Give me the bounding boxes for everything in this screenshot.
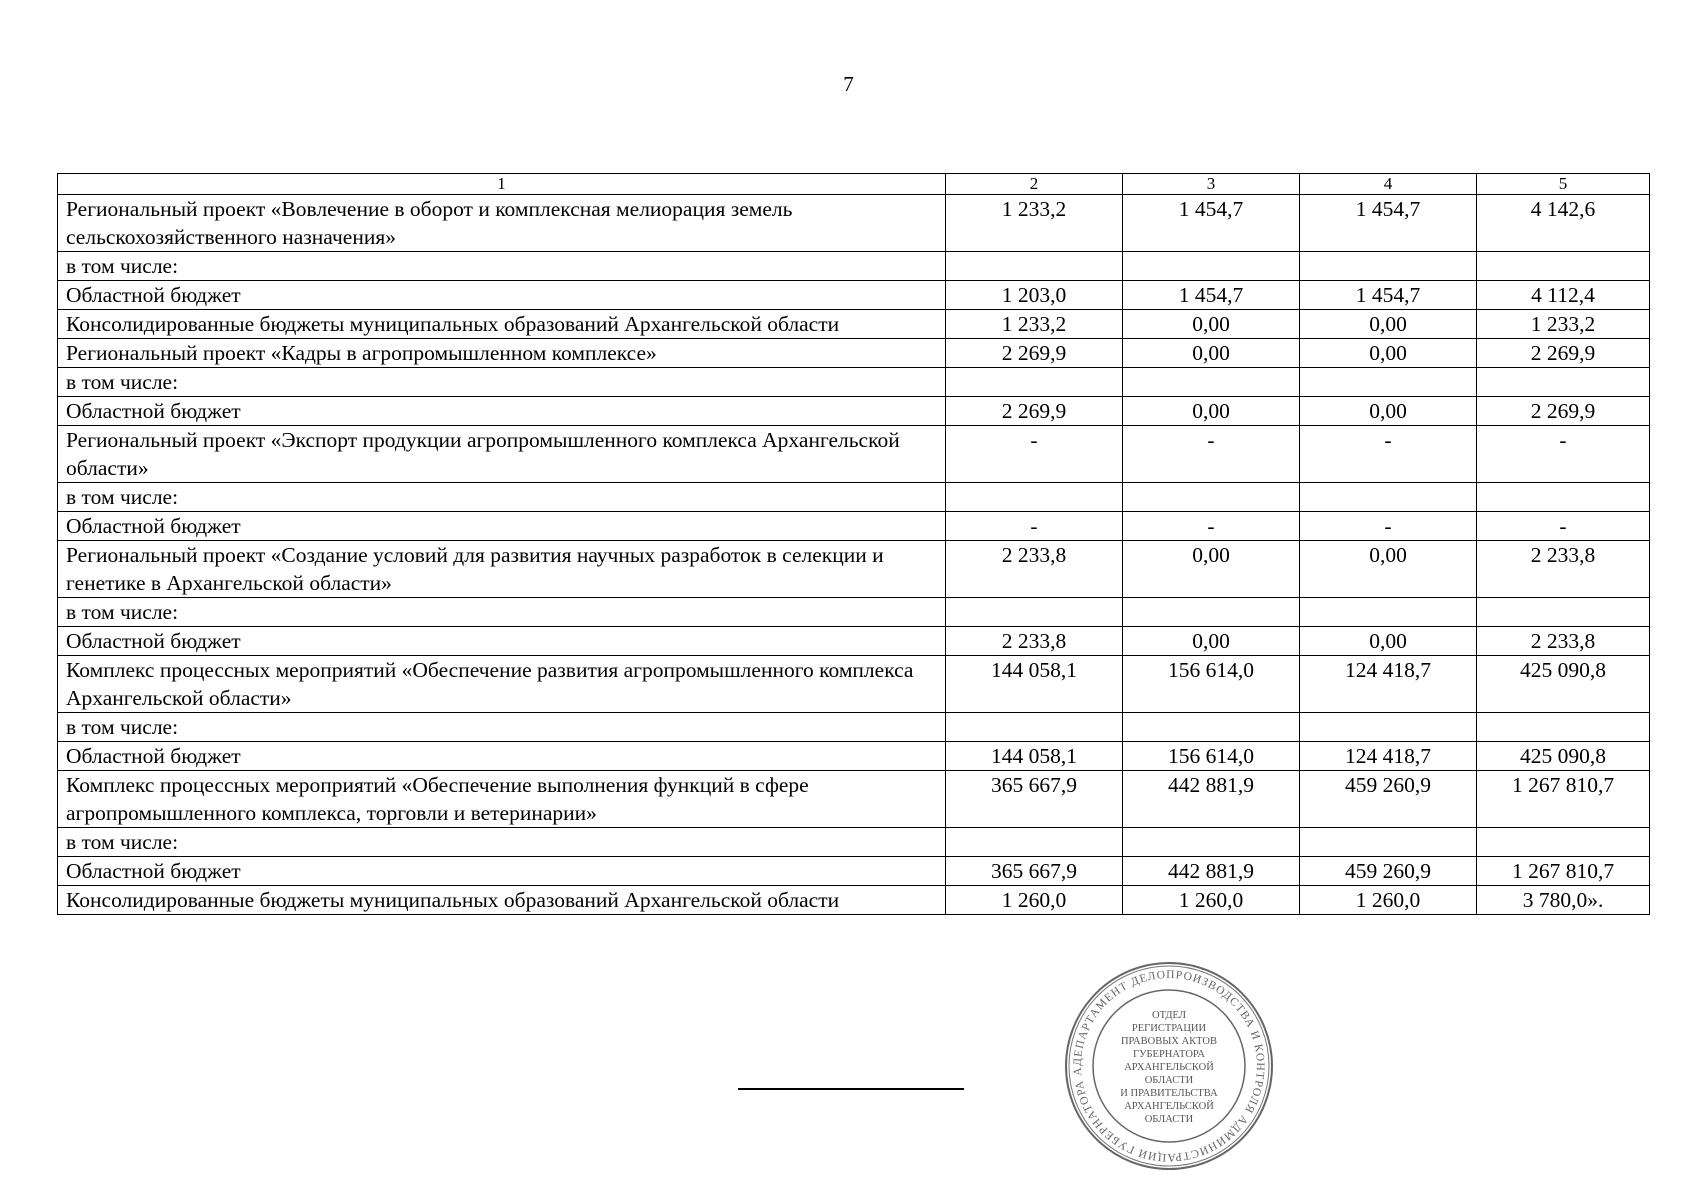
row-label: Региональный проект «Экспорт продукции агропромышленного комплекса Архангельской области»: [58, 426, 946, 483]
row-label: Областной бюджет: [58, 512, 946, 541]
row-label: Областной бюджет: [58, 627, 946, 656]
seal-ring-text: ДЕПАРТАМЕНТ ДЕЛОПРОИЗВОДСТВА И КОНТРОЛЯ АДМИНИСТРАЦИИ ГУБЕРНАТОРА А: [1071, 968, 1267, 1164]
table-row: [58, 252, 1650, 281]
seal-center-line: АРХАНГЕЛЬСКОЙ: [1124, 1062, 1214, 1073]
table-row: [58, 281, 1650, 310]
cell-value: [946, 483, 1123, 512]
cell-value: 1 260,0: [1300, 886, 1477, 915]
column-header: 1: [58, 174, 946, 195]
cell-value: 156 614,0: [1123, 656, 1300, 713]
cell-value: [1477, 483, 1650, 512]
table-row: [58, 512, 1650, 541]
cell-value: 442 881,9: [1123, 771, 1300, 828]
column-header: 5: [1477, 174, 1650, 195]
cell-value: 1 260,0: [1123, 886, 1300, 915]
cell-value: 0,00: [1123, 541, 1300, 598]
row-label: Областной бюджет: [58, 281, 946, 310]
row-label: Консолидированные бюджеты муниципальных образований Архангельской области: [58, 310, 946, 339]
table-row: [58, 886, 1650, 915]
cell-value: [1477, 252, 1650, 281]
table-row: [58, 483, 1650, 512]
cell-value: 0,00: [1300, 541, 1477, 598]
cell-value: 0,00: [1123, 339, 1300, 368]
table-row: [58, 598, 1650, 627]
cell-value: [1300, 713, 1477, 742]
row-label: Комплекс процессных мероприятий «Обеспечение развития агропромышленного комплекса Архангельской области»: [58, 656, 946, 713]
table-row: [58, 397, 1650, 426]
seal-center-line: АРХАНГЕЛЬСКОЙ: [1124, 1101, 1214, 1112]
cell-value: 156 614,0: [1123, 742, 1300, 771]
official-seal: [1063, 960, 1275, 1172]
cell-value: [1123, 252, 1300, 281]
row-label: Областной бюджет: [58, 397, 946, 426]
cell-value: [946, 713, 1123, 742]
cell-value: [1300, 483, 1477, 512]
cell-value: 1 267 810,7: [1477, 857, 1650, 886]
cell-value: 1 454,7: [1300, 195, 1477, 252]
table-row: [58, 771, 1650, 828]
table-row: [58, 195, 1650, 252]
row-label: в том числе:: [58, 483, 946, 512]
cell-value: 2 233,8: [1477, 541, 1650, 598]
cell-value: 442 881,9: [1123, 857, 1300, 886]
cell-value: -: [1477, 426, 1650, 483]
table-row: [58, 426, 1650, 483]
cell-value: 0,00: [1300, 310, 1477, 339]
cell-value: 1 454,7: [1123, 281, 1300, 310]
cell-value: 2 233,8: [1477, 627, 1650, 656]
cell-value: 1 260,0: [946, 886, 1123, 915]
cell-value: 4 112,4: [1477, 281, 1650, 310]
cell-value: [946, 828, 1123, 857]
cell-value: [1123, 598, 1300, 627]
cell-value: 2 269,9: [1477, 397, 1650, 426]
row-label: в том числе:: [58, 598, 946, 627]
cell-value: -: [1300, 426, 1477, 483]
cell-value: 1 233,2: [1477, 310, 1650, 339]
cell-value: 459 260,9: [1300, 771, 1477, 828]
cell-value: 0,00: [1123, 310, 1300, 339]
cell-value: 2 269,9: [946, 397, 1123, 426]
table-row: [58, 541, 1650, 598]
row-label: в том числе:: [58, 713, 946, 742]
seal-center-line: ОБЛАСТИ: [1144, 1114, 1194, 1125]
seal-center-line: ОТДЕЛ: [1152, 1010, 1186, 1021]
cell-value: [1123, 483, 1300, 512]
cell-value: 1 203,0: [946, 281, 1123, 310]
signature-line: [738, 1088, 964, 1090]
table-row: [58, 656, 1650, 713]
cell-value: 365 667,9: [946, 771, 1123, 828]
cell-value: 2 269,9: [946, 339, 1123, 368]
seal-graphic: [1063, 960, 1275, 1172]
row-label: Комплекс процессных мероприятий «Обеспечение выполнения функций в сфере агропромышленного комплекса, торговли и ветеринарии»: [58, 771, 946, 828]
cell-value: 3 780,0».: [1477, 886, 1650, 915]
cell-value: -: [1123, 512, 1300, 541]
cell-value: 1 454,7: [1300, 281, 1477, 310]
row-label: Региональный проект «Вовлечение в оборот и комплексная мелиорация земель сельскохозяйственного назначения»: [58, 195, 946, 252]
column-header: 3: [1123, 174, 1300, 195]
cell-value: 144 058,1: [946, 656, 1123, 713]
cell-value: [1123, 368, 1300, 397]
cell-value: -: [1123, 426, 1300, 483]
seal-center-line: РЕГИСТРАЦИИ: [1131, 1023, 1207, 1034]
cell-value: 0,00: [1123, 397, 1300, 426]
cell-value: 2 233,8: [946, 627, 1123, 656]
table-row: [58, 627, 1650, 656]
row-label: Областной бюджет: [58, 742, 946, 771]
cell-value: 2 269,9: [1477, 339, 1650, 368]
cell-value: -: [1300, 512, 1477, 541]
cell-value: [1123, 828, 1300, 857]
row-label: Областной бюджет: [58, 857, 946, 886]
cell-value: -: [946, 512, 1123, 541]
cell-value: 1 267 810,7: [1477, 771, 1650, 828]
cell-value: 425 090,8: [1477, 656, 1650, 713]
cell-value: [946, 368, 1123, 397]
cell-value: 1 454,7: [1123, 195, 1300, 252]
row-label: в том числе:: [58, 828, 946, 857]
row-label: Региональный проект «Кадры в агропромышленном комплексе»: [58, 339, 946, 368]
header-row: [58, 174, 1650, 195]
cell-value: 0,00: [1123, 627, 1300, 656]
cell-value: [946, 252, 1123, 281]
cell-value: [1477, 368, 1650, 397]
seal-center-line: ПРАВОВЫХ АКТОВ: [1120, 1036, 1218, 1047]
cell-value: -: [1477, 512, 1650, 541]
cell-value: 365 667,9: [946, 857, 1123, 886]
cell-value: 425 090,8: [1477, 742, 1650, 771]
table-row: [58, 857, 1650, 886]
cell-value: [1300, 828, 1477, 857]
cell-value: [1300, 368, 1477, 397]
cell-value: [1477, 598, 1650, 627]
table-row: [58, 742, 1650, 771]
cell-value: 144 058,1: [946, 742, 1123, 771]
cell-value: 124 418,7: [1300, 656, 1477, 713]
cell-value: -: [946, 426, 1123, 483]
cell-value: 1 233,2: [946, 195, 1123, 252]
cell-value: 0,00: [1300, 339, 1477, 368]
cell-value: [946, 598, 1123, 627]
cell-value: [1477, 828, 1650, 857]
cell-value: 0,00: [1300, 627, 1477, 656]
table-row: [58, 368, 1650, 397]
row-label: Консолидированные бюджеты муниципальных образований Архангельской области: [58, 886, 946, 915]
cell-value: 1 233,2: [946, 310, 1123, 339]
row-label: Региональный проект «Создание условий для развития научных разработок в селекции и генетике в Архангельской области»: [58, 541, 946, 598]
cell-value: [1477, 713, 1650, 742]
seal-center-line: ОБЛАСТИ: [1144, 1075, 1194, 1086]
page-number: 7: [843, 72, 854, 96]
column-header: 4: [1300, 174, 1477, 195]
cell-value: 459 260,9: [1300, 857, 1477, 886]
cell-value: [1300, 252, 1477, 281]
cell-value: 124 418,7: [1300, 742, 1477, 771]
table-row: [58, 339, 1650, 368]
table-row: [58, 713, 1650, 742]
cell-value: [1123, 713, 1300, 742]
column-header: 2: [946, 174, 1123, 195]
cell-value: [1300, 598, 1477, 627]
row-label: в том числе:: [58, 368, 946, 397]
table-row: [58, 828, 1650, 857]
seal-center-line: И ПРАВИТЕЛЬСТВА: [1120, 1088, 1218, 1099]
cell-value: 0,00: [1300, 397, 1477, 426]
cell-value: 4 142,6: [1477, 195, 1650, 252]
seal-center-line: ГУБЕРНАТОРА: [1133, 1049, 1205, 1060]
cell-value: 2 233,8: [946, 541, 1123, 598]
row-label: в том числе:: [58, 252, 946, 281]
budget-table: [57, 173, 1650, 915]
table-row: [58, 310, 1650, 339]
